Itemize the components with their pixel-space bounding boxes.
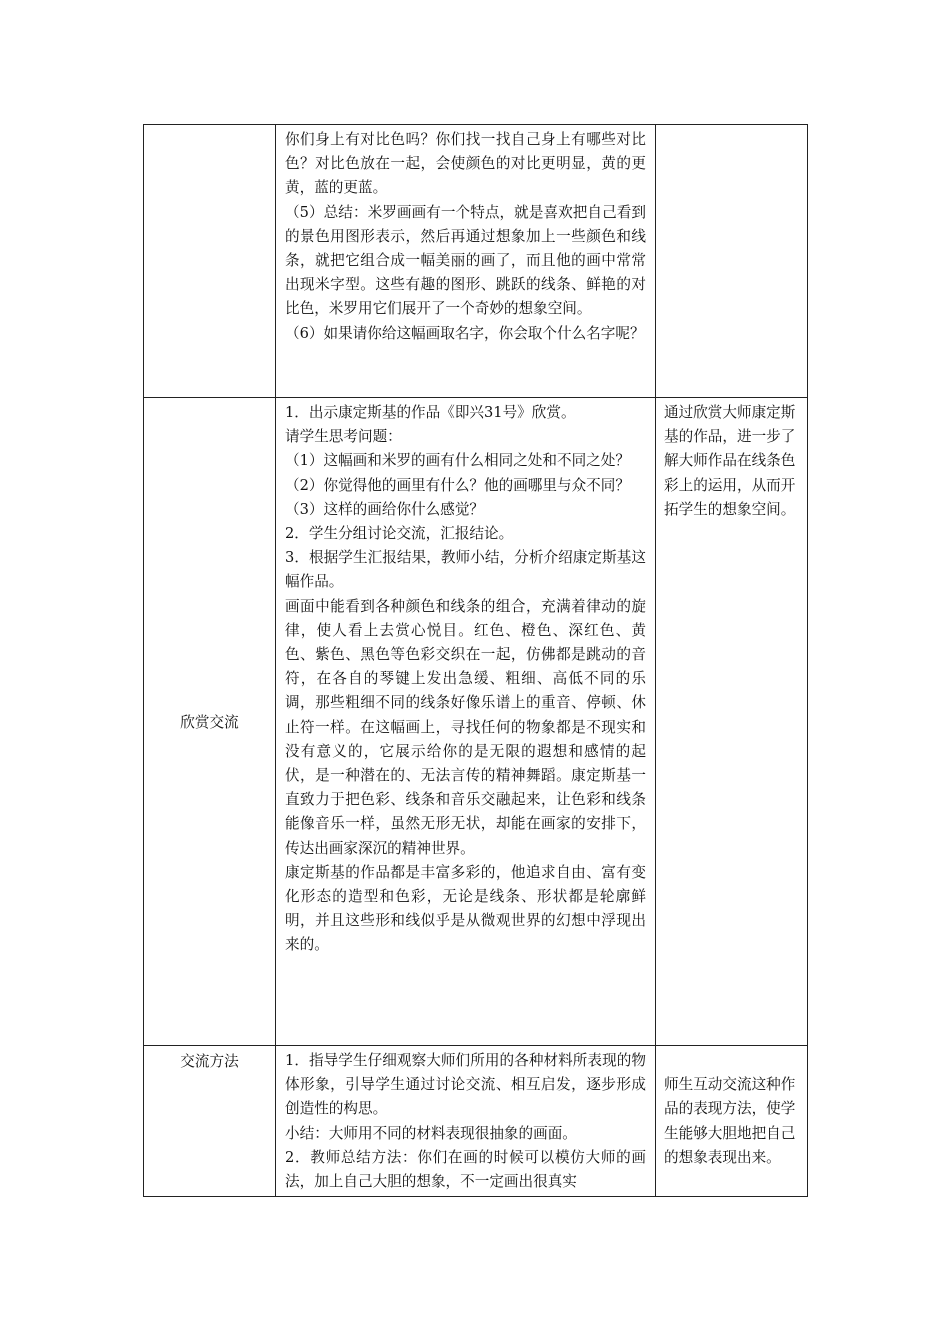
lesson-plan-table (143, 124, 808, 1197)
intent-cell: 师生互动交流这种作品的表现方法，使学生能够大胆地把自己的想象表现出来。 (656, 1046, 808, 1197)
table-row (144, 398, 808, 1046)
paragraph: 请学生思考问题： (285, 428, 402, 446)
section-label-cell: 欣赏交流 (144, 398, 276, 1046)
table-row (144, 1046, 808, 1197)
procedure-cell (276, 1046, 656, 1197)
paragraph: （1）这幅画和米罗的画有什么相同之处和不同之处？ (285, 452, 630, 470)
paragraph: 1．指导学生仔细观察大师们所用的各种材料所表现的物体形象，引导学生通过讨论交流、相互启发，逐步形成创造性的构思。 (285, 1052, 646, 1118)
paragraph: （5）总结：米罗画画有一个特点，就是喜欢把自己看到的景色用图形表示，然后再通过想象加上一些颜色和线条，就把它组合成一幅美丽的画了，而且他的画中常常出现米字型。这些有趣的图形、跳跃的线条、鲜艳的对比色，米罗用它们展开了一个奇妙的想象空间。 (285, 203, 646, 318)
paragraph: 2．学生分组讨论交流，汇报结论。 (285, 525, 514, 543)
section-label-cell: 交流方法 (144, 1046, 276, 1197)
paragraph: 你们身上有对比色吗？你们找一找自己身上有哪些对比色？对比色放在一起，会使颜色的对比更明显，黄的更黄，蓝的更蓝。 (285, 131, 646, 197)
paragraph: 1．出示康定斯基的作品《即兴31号》欣赏。 (285, 404, 576, 421)
paragraph: 康定斯基的作品都是丰富多彩的，他追求自由、富有变化形态的造型和色彩，无论是线条、形状都是轮廓鲜明，并且这些形和线似乎是从微观世界的幻想中浮现出来的。 (285, 863, 646, 954)
paragraph: （2）你觉得他的画里有什么？他的画哪里与众不同？ (285, 476, 630, 494)
paragraph: （6）如果请你给这幅画取名字，你会取个什么名字呢？ (285, 324, 645, 342)
procedure-cell (276, 398, 656, 1046)
procedure-cell (276, 125, 656, 398)
paragraph: （3）这样的画给你什么感觉？ (285, 500, 485, 518)
table-row (144, 125, 808, 398)
paragraph: 画面中能看到各种颜色和线条的组合，充满着律动的旋律，使人看上去赏心悦目。红色、橙色、深红色、黄色、紫色、黑色等色彩交织在一起，仿佛都是跳动的音符，在各自的琴键上发出急缓、粗细、高低不同的乐调，那些粗细不同的线条好像乐谱上的重音、停顿、休止符一样。在这幅画上，寻找任何的物象都是不现实和没有意义的，它展示给你的是无限的遐想和感情的起伏，是一种潜在的、无法言传的精神舞蹈。康定斯基一直致力于把色彩、线条和音乐交融起来，让色彩和线条能像音乐一样，虽然无形无状，却能在画家的安排下，传达出画家深沉的精神世界。 (285, 597, 646, 857)
paragraph: 小结：大师用不同的材料表现很抽象的画面。 (285, 1124, 577, 1142)
paragraph: 2．教师总结方法：你们在画的时候可以模仿大师的画法，加上自己大胆的想象，不一定画出很真实 (285, 1148, 646, 1191)
intent-cell: 通过欣赏大师康定斯基的作品，进一步了解大师作品在线条色彩上的运用，从而开拓学生的想象空间。 (656, 398, 808, 1046)
intent-cell (656, 125, 808, 398)
paragraph: 3．根据学生汇报结果，教师小结，分析介绍康定斯基这幅作品。 (285, 549, 646, 591)
section-label-cell (144, 125, 276, 398)
